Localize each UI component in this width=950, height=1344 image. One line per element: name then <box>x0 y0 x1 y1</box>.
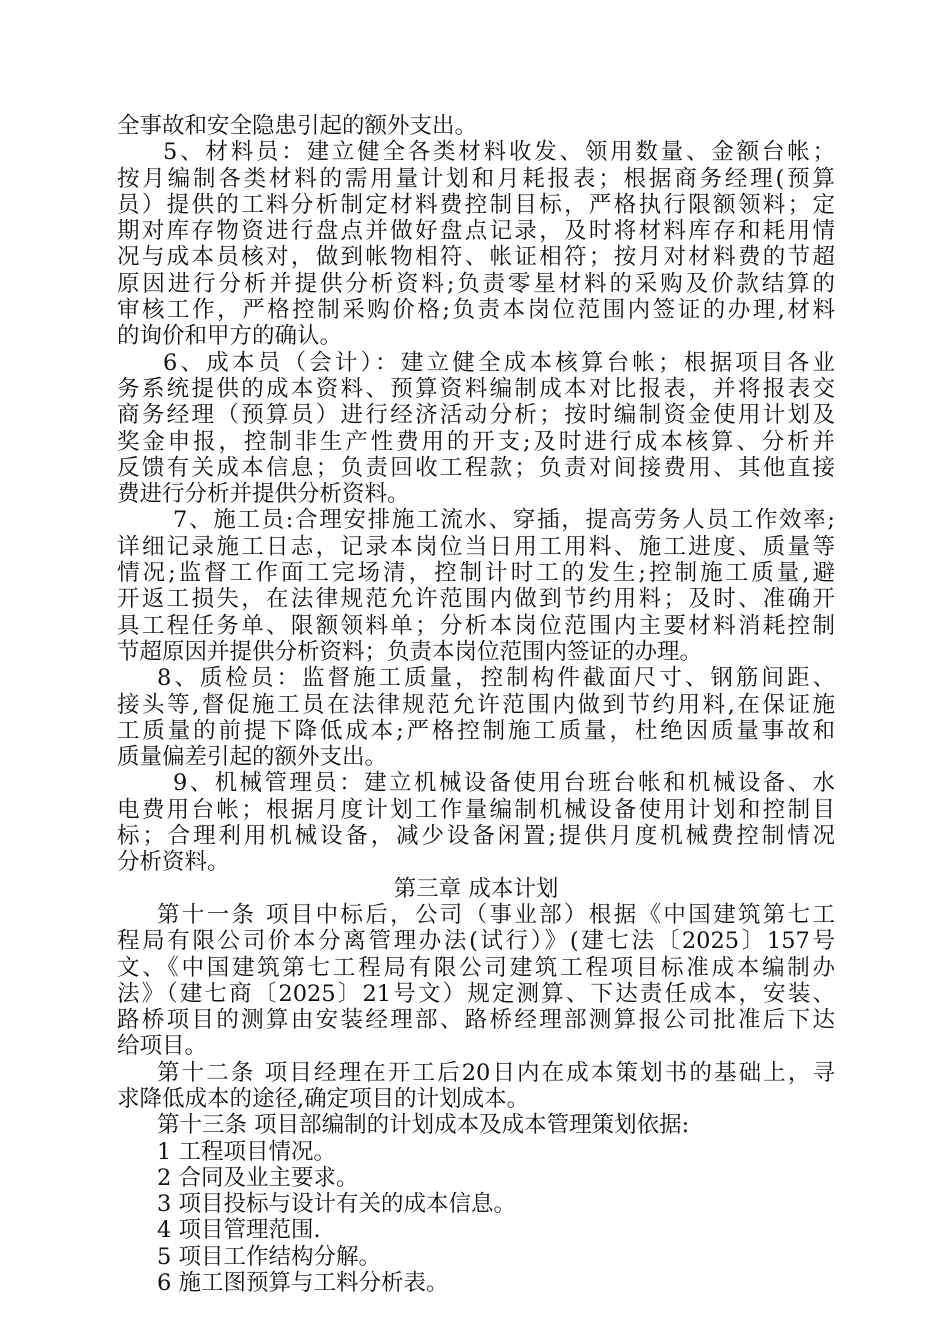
text-line: 商务经理（预算员）进行经济活动分析；按时编制资金使用计划及 <box>117 402 835 429</box>
paragraph-heading-cost-clerk: 6、成本员（会计）：建立健全成本核算台帐；根据项目各业 <box>163 349 835 376</box>
text-line: 工质量的前提下降低成本;严格控制施工质量，杜绝因质量事故和 <box>117 717 835 744</box>
text-line: 接头等,督促施工员在法律规范允许范围内做到节约用料,在保证施 <box>117 691 835 718</box>
text-line: 质量偏差引起的额外支出。 <box>117 744 388 771</box>
text-line: 详细记录施工日志，记录本岗位当日用工用料、施工进度、质量等 <box>117 533 835 560</box>
text-line: 分析资料。 <box>117 849 230 876</box>
text-line: 节超原因并提供分析资料；负责本岗位范围内签证的办理。 <box>117 638 703 665</box>
text-line: 况与成本员核对，做到帐物相符、帐证相符；按月对材料费的节超 <box>117 244 835 271</box>
text-line: 文、《中国建筑第七工程局有限公司建筑工程项目标准成本编制办 <box>117 954 835 981</box>
list-item: 4 项目管理范围. <box>157 1217 321 1244</box>
text-line: 务系统提供的成本资料、预算资料编制成本对比报表，并将报表交 <box>117 375 835 402</box>
paragraph-heading-quality-inspector: 8、质检员：监督施工质量，控制构件截面尺寸、钢筋间距、 <box>157 665 835 692</box>
text-line: 全事故和安全隐患引起的额外支出。 <box>117 113 478 139</box>
text-line: 员）提供的工料分析制定材料费控制目标，严格执行限额领料；定 <box>117 191 835 218</box>
text-line: 原因进行分析并提供分析资料;负责零星材料的采购及价款结算的 <box>117 270 835 297</box>
text-line: 按月编制各类材料的需用量计划和月耗报表；根据商务经理(预算 <box>117 165 835 192</box>
article-11: 第十一条 项目中标后，公司（事业部）根据《中国建筑第七工 <box>157 901 835 928</box>
text-line: 法》（建七商〔2025〕21号文）规定测算、下达责任成本，安装、 <box>117 980 835 1007</box>
text-line: 奖金申报，控制非生产性费用的开支;及时进行成本核算、分析并 <box>117 428 835 455</box>
text-line: 审核工作，严格控制采购价格;负责本岗位范围内签证的办理,材料 <box>117 297 835 324</box>
text-line: 具工程任务单、限额领料单；分析本岗位范围内主要材料消耗控制 <box>117 612 835 639</box>
text-line: 电费用台帐；根据月度计划工作量编制机械设备使用计划和控制目 <box>117 796 835 823</box>
text-line: 求降低成本的途径,确定项目的计划成本。 <box>117 1085 530 1112</box>
text-line: 费进行分析并提供分析资料。 <box>117 481 410 508</box>
article-12: 第十二条 项目经理在开工后20日内在成本策划书的基础上，寻 <box>157 1059 835 1086</box>
list-item: 1 工程项目情况。 <box>157 1138 336 1165</box>
text-line: 开返工损失，在法律规范允许范围内做到节约用料；及时、准确开 <box>117 586 835 613</box>
text-line: 反馈有关成本信息；负责回收工程款；负责对间接费用、其他直接 <box>117 454 835 481</box>
list-item: 3 项目投标与设计有关的成本信息。 <box>157 1191 516 1218</box>
text-line: 程局有限公司价本分离管理办法(试行）》(建七法〔2025〕157号 <box>117 928 835 955</box>
list-item: 5 项目工作结构分解。 <box>157 1243 381 1270</box>
list-item: 2 合同及业主要求。 <box>157 1164 359 1191</box>
article-13: 第十三条 项目部编制的计划成本及成本管理策划依据: <box>157 1112 690 1139</box>
text-line: 标；合理利用机械设备，减少设备闲置;提供月度机械费控制情况 <box>117 823 835 850</box>
chapter-title: 第三章 成本计划 <box>393 875 559 902</box>
text-line: 情况;监督工作面工完场清，控制计时工的发生;控制施工质量,避 <box>117 560 835 587</box>
text-line: 路桥项目的测算由安装经理部、路桥经理部测算报公司批准后下达 <box>117 1007 835 1034</box>
text-line: 的询价和甲方的确认。 <box>117 323 343 350</box>
text-line: 期对库存物资进行盘点并做好盘点记录，及时将材料库存和耗用情 <box>117 218 835 245</box>
text-line: 给项目。 <box>117 1033 208 1060</box>
paragraph-heading-construction-clerk: 7、施工员:合理安排施工流水、穿插，提高劳务人员工作效率; <box>173 507 835 534</box>
document-body <box>117 113 835 1296</box>
paragraph-heading-machinery-manager: 9、机械管理员：建立机械设备使用台班台帐和机械设备、水 <box>173 770 835 797</box>
list-item: 6 施工图预算与工料分析表。 <box>157 1270 449 1297</box>
paragraph-heading-material-clerk: 5、材料员：建立健全各类材料收发、领用数量、金额台帐； <box>163 139 835 166</box>
